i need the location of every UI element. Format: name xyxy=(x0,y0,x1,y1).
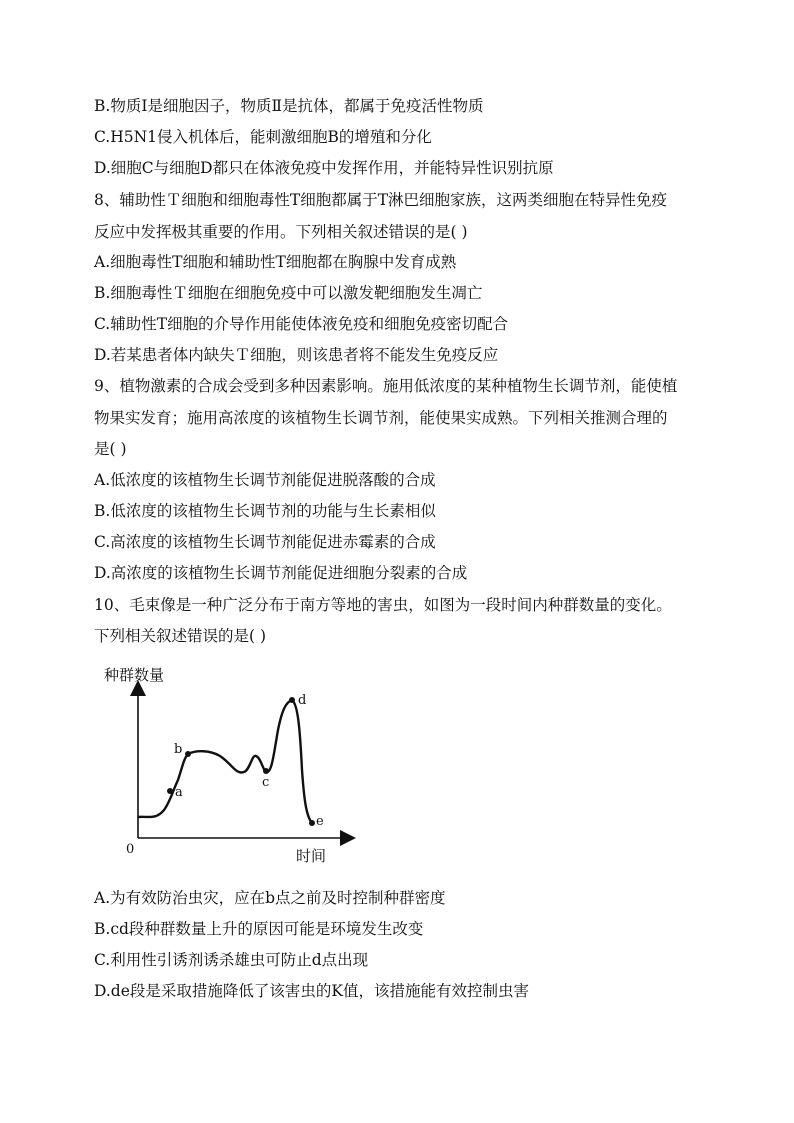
y-axis-label: 种群数量 xyxy=(104,666,165,684)
q8-option-b: B.细胞毒性Ｔ细胞在细胞免疫中可以激发靶细胞发生凋亡 xyxy=(94,284,483,302)
origin-label: 0 xyxy=(126,842,135,857)
q8-stem-line2: 反应中发挥极其重要的作用。下列相关叙述错误的是( ) xyxy=(94,223,468,241)
q10-stem-line1: 10、毛束像是一种广泛分布于南方等地的害虫，如图为一段时间内种群数量的变化。 xyxy=(94,596,672,614)
q10-option-a: A.为有效防治虫灾，应在b点之前及时控制种群密度 xyxy=(94,889,446,907)
point-e xyxy=(309,820,315,826)
q9-option-b: B.低浓度的该植物生长调节剂的功能与生长素相似 xyxy=(94,502,436,520)
q9-option-d: D.高浓度的该植物生长调节剂能促进细胞分裂素的合成 xyxy=(94,564,468,582)
q7-option-c: C.H5N1侵入机体后，能刺激细胞B的增殖和分化 xyxy=(94,128,432,146)
point-d-label: d xyxy=(298,693,307,708)
q8-option-d: D.若某患者体内缺失Ｔ细胞，则该患者将不能发生免疫反应 xyxy=(94,346,499,364)
q8-option-a: A.细胞毒性T细胞和辅助性T细胞都在胸腺中发育成熟 xyxy=(94,253,457,271)
point-b xyxy=(185,751,191,757)
q9-option-a: A.低浓度的该植物生长调节剂能促进脱落酸的合成 xyxy=(94,471,436,489)
x-axis-label: 时间 xyxy=(296,847,327,865)
q8-stem-line1: 8、辅助性Ｔ细胞和细胞毒性T细胞都属于T淋巴细胞家族，这两类细胞在特异性免疫 xyxy=(94,191,668,209)
point-a-label: a xyxy=(175,785,183,800)
q10-option-c: C.利用性引诱剂诱杀雄虫可防止d点出现 xyxy=(94,951,369,969)
point-c-label: c xyxy=(262,775,270,790)
point-b-label: b xyxy=(174,742,183,757)
q10-option-d: D.de段是采取措施降低了该害虫的K值，该措施能有效控制虫害 xyxy=(94,982,529,1000)
q8-option-c: C.辅助性T细胞的介导作用能使体液免疫和细胞免疫密切配合 xyxy=(94,315,509,333)
q10-option-b: B.cd段种群数量上升的原因可能是环境发生改变 xyxy=(94,920,424,938)
q10-stem-line2: 下列相关叙述错误的是( ) xyxy=(94,627,267,645)
point-d xyxy=(289,697,295,703)
q9-option-c: C.高浓度的该植物生长调节剂能促进赤霉素的合成 xyxy=(94,533,436,551)
point-e-label: e xyxy=(316,814,324,829)
q9-stem-line3: 是( ) xyxy=(94,440,127,458)
q9-stem-line1: 9、植物激素的合成会受到多种因素影响。施用低浓度的某种植物生长调节剂，能使植 xyxy=(94,377,678,395)
population-curve-svg xyxy=(100,660,360,870)
population-curve xyxy=(138,700,314,824)
q9-stem-line2: 物果实发育；施用高浓度的该植物生长调节剂，能使果实成熟。下列相关推测合理的 xyxy=(94,409,668,427)
q7-option-b: B.物质Ⅰ是细胞因子，物质Ⅱ是抗体，都属于免疫活性物质 xyxy=(94,97,484,115)
q7-option-d: D.细胞C与细胞D都只在体液免疫中发挥作用，并能特异性识别抗原 xyxy=(94,159,554,177)
population-curve-figure xyxy=(100,660,360,870)
point-c xyxy=(263,768,269,774)
point-a xyxy=(167,788,173,794)
